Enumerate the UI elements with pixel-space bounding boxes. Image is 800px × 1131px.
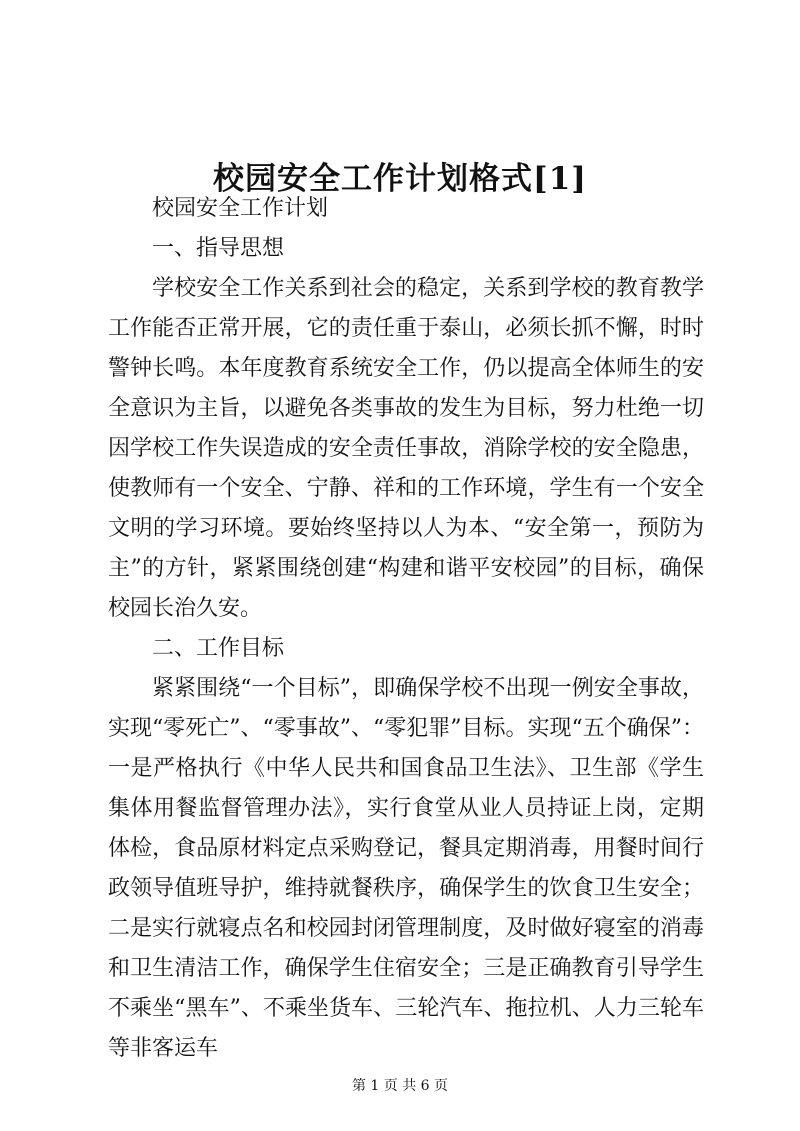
document-body: [108, 189, 704, 1069]
paragraph-guiding-ideology: 学校安全工作关系到社会的稳定，关系到学校的教育教学工作能否正常开展，它的责任重于泰山，必须长抓不懈，时时警钟长鸣。本年度教育系统安全工作，仍以提高全体师生的安全意识为主旨，以避免各类事故的发生为目标，努力杜绝一切因学校工作失误造成的安全责任事故，消除学校的安全隐患，使教师有一个安全、宁静、祥和的工作环境，学生有一个安全文明的学习环境。要始终坚持以人为本、“安全第一，预防为主”的方针，紧紧围绕创建“构建和谐平安校园”的目标，确保校园长治久安。: [108, 276, 704, 621]
section-heading-work-goals: 二、工作目标: [152, 636, 285, 661]
section-heading-guiding-ideology: 一、指导思想: [152, 236, 285, 261]
paragraph-work-goals: 紧紧围绕“一个目标”，即确保学校不出现一例安全事故，实现“零死亡”、“零事故”、“零犯罪”目标。实现“五个确保”：一是严格执行《中华人民共和国食品卫生法》、卫生部《学生集体用餐监督管理办法》，实行食堂从业人员持证上岗，定期体检，食品原材料定点采购登记，餐具定期消毒，用餐时间行政领导值班导护，维持就餐秩序，确保学生的饮食卫生安全；二是实行就寝点名和校园封闭管理制度，及时做好寝室的消毒和卫生清洁工作，确保学生住宿安全；三是正确教育引导学生不乘坐“黑车”、不乘坐货车、三轮汽车、拖拉机、人力三轮车等非客运车: [108, 676, 704, 1061]
page-number-footer: 第 1 页 共 6 页: [351, 1078, 449, 1094]
plan-heading: 校园安全工作计划: [152, 196, 329, 221]
document-title: 校园安全工作计划格式[1]: [213, 160, 587, 197]
